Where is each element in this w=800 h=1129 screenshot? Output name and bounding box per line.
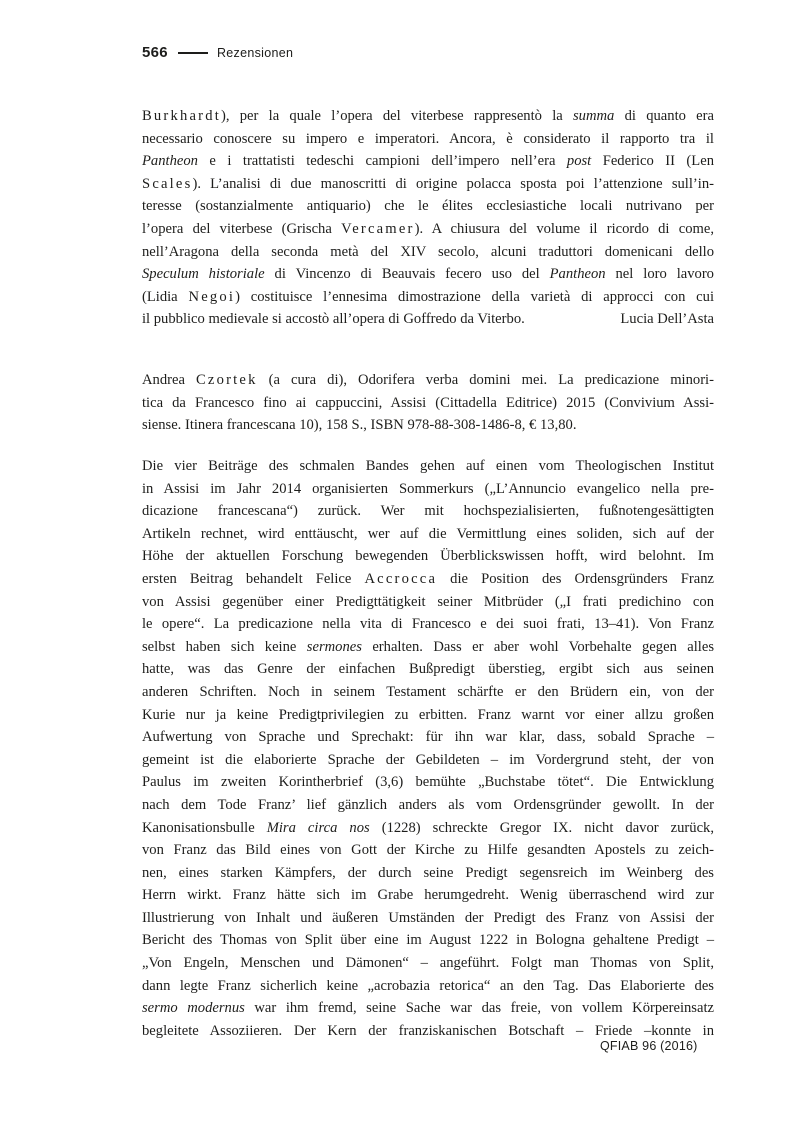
text-run: le opere“. La predicazione nella vita di Francesco e dei suoi frati, 13–41). Von Franz xyxy=(142,616,714,633)
text-run: Kanonisationsbulle xyxy=(142,819,267,836)
text-run: von Assisi gegenüber einer Predigttätigkeit seiner Mitbrüder („I frati predichino con xyxy=(142,593,714,610)
text-run: ) costituisce l’ennesima dimostrazione della varietà di approcci con cui xyxy=(235,288,714,305)
text-run: ), per la quale l’opera del viterbese rappresentò la xyxy=(220,108,573,124)
text-run: Höhe der aktuellen Forschung bewegenden Überblickswissen hofft, wird belohnt. Im xyxy=(142,548,714,565)
text-line xyxy=(142,308,714,331)
text-run: Aufwertung von Sprache und Sprechakt: für ihn war klar, dass, sobald Sprache – xyxy=(142,729,714,746)
text-line xyxy=(142,794,714,817)
italic-text: Mira circa nos xyxy=(266,819,370,836)
text-line xyxy=(142,726,714,749)
text-line xyxy=(142,862,714,885)
page-number: 566 xyxy=(142,44,168,61)
text-line xyxy=(142,128,714,151)
text-line xyxy=(142,929,714,952)
text-run: dicazione francescana“) zurück. Wer mit hochspezialisierten, fußnotengesättigten xyxy=(142,503,714,520)
text-run: il pubblico medievale si accostò all’opera di Goffredo da Viterbo. xyxy=(142,311,525,328)
italic-text: post xyxy=(566,153,592,170)
text-run: dann legte Franz sicherlich keine „acrobazia retorica“ an den Tag. Das Elaborierte des xyxy=(142,977,714,994)
italic-text: sermones xyxy=(306,638,362,655)
text-line xyxy=(142,884,714,907)
text-run: di Vincenzo di Beauvais fecero uso del xyxy=(264,266,550,283)
text-line xyxy=(142,392,714,415)
author-name: Accrocca xyxy=(364,570,438,587)
text-line xyxy=(142,369,714,392)
text-run: siense. Itinera francescana 10), 158 S., ISBN 978-88-308-1486-8, € 13,80. xyxy=(142,417,577,434)
text-line xyxy=(142,173,714,196)
text-line xyxy=(142,591,714,614)
running-header xyxy=(142,44,293,61)
text-run: von Franz das Bild eines von Gott der Kirche zu Hilfe gesandten Apostels zu zeich- xyxy=(142,842,714,859)
text-run: e i trattatisti tedeschi campioni dell’impero nell’era xyxy=(197,153,567,170)
text-run: in Assisi im Jahr 2014 organisierten Sommerkurs („L’Annuncio evangelico nella pre- xyxy=(142,480,714,497)
text-run: „Von Engeln, Menschen und Dämonen“ – angeführt. Folgt man Thomas von Split, xyxy=(142,955,714,972)
text-run: (a cura di), Odorifera verba domini mei. La predicazione minori- xyxy=(257,372,714,388)
text-run: Bericht des Thomas von Split über eine im August 1222 in Bologna gehaltene Predigt – xyxy=(142,932,714,949)
text-run: begleitete Assoziieren. Der Kern der franziskanischen Botschaft – Friede –konnte in xyxy=(142,1022,714,1039)
text-run: Herrn wirkt. Franz hätte sich im Grabe herumgedreht. Wenig überraschend wird zur xyxy=(142,887,714,904)
author-name: Czortek xyxy=(195,372,258,388)
text-line xyxy=(142,839,714,862)
italic-text: summa xyxy=(572,108,615,124)
text-line xyxy=(142,952,714,975)
author-name: Scales xyxy=(142,175,193,192)
header-rule xyxy=(178,52,208,54)
text-line xyxy=(142,681,714,704)
text-line xyxy=(142,150,714,173)
text-line xyxy=(142,241,714,264)
text-run: tica da Francesco fino ai cappuccini, Assisi (Cittadella Editrice) 2015 (Convivium Assi- xyxy=(142,394,714,411)
author-name: Burkhardt xyxy=(142,108,221,124)
text-line xyxy=(142,613,714,636)
text-run: ). L’analisi di due manoscritti di origine polacca sposta poi l’attenzione sull’in- xyxy=(192,175,714,192)
reviewer-signature: Lucia Dell’Asta xyxy=(620,311,714,328)
text-run: Artikeln rechnet, wird enttäuscht, wer auf die Vermittlung eines soliden, sich auf der xyxy=(142,525,714,542)
text-run: Die vier Beiträge des schmalen Bandes gehen auf einen vom Theologischen Institut xyxy=(142,458,714,474)
text-run: Federico II (Len xyxy=(591,153,714,170)
text-run: Paulus im zweiten Korintherbrief (3,6) bemühte „Buchstabe tötet“. Die Entwicklung xyxy=(142,774,714,791)
text-run: die Position des Ordensgründers Franz xyxy=(437,570,714,587)
author-name: Negoi xyxy=(188,288,236,305)
text-line xyxy=(142,195,714,218)
text-line xyxy=(142,817,714,840)
journal-footer: QFIAB 96 (2016) xyxy=(600,1039,698,1053)
text-run: Kurie nur ja keine Predigtprivilegien zu erbitten. Franz warnt vor einer allzu großen xyxy=(142,706,714,723)
text-run: nen, eines starken Kämpfers, der durch seine Predigt segensreich im Weinberg des xyxy=(142,864,714,881)
text-run: erhalten. Dass er aber wohl Vorbehalte gegen alles xyxy=(361,638,714,655)
text-line xyxy=(142,105,714,128)
text-run: gemeint ist die elaborierte Sprache der Gebildeten – im Vordergrund steht, der von xyxy=(142,751,714,768)
text-run: (1228) schreckte Gregor IX. nicht davor zurück, xyxy=(369,819,715,836)
text-line xyxy=(142,523,714,546)
italic-text: Speculum historiale xyxy=(142,266,265,283)
text-line xyxy=(142,975,714,998)
text-line xyxy=(142,545,714,568)
text-run: anderen Schriften. Noch in seinem Testament schärfte er den Brüdern ein, von der xyxy=(142,683,714,700)
text-run: ). A chiusura del volume il ricordo di come, xyxy=(414,220,714,237)
text-run: nell’Aragona della seconda metà del XIV secolo, alcuni traduttori domenicani dello xyxy=(142,243,714,260)
text-run: Illustrierung von Inhalt und äußeren Umständen der Predigt des Franz von Assisi der xyxy=(142,909,714,926)
text-line xyxy=(142,771,714,794)
text-run: hatte, was das Genre der einfachen Bußpredigt überstieg, ergibt sich aus seinen xyxy=(142,661,714,678)
text-line xyxy=(142,455,714,478)
text-line xyxy=(142,636,714,659)
text-line xyxy=(142,286,714,309)
text-run: nach dem Tode Franz’ lief gänzlich anders als vom Ordensgründer gewollt. In der xyxy=(142,796,714,813)
italic-text: sermo modernus xyxy=(142,1000,245,1017)
text-run: di quanto era xyxy=(614,108,714,124)
text-run: ersten Beitrag behandelt Felice xyxy=(142,570,365,587)
text-run: (Lidia xyxy=(142,288,189,305)
text-run: teresse (sostanzialmente antiquario) che le élites ecclesiastiche locali nutrivano per xyxy=(142,198,714,215)
text-run: Andrea xyxy=(142,372,196,388)
review-2-citation xyxy=(142,369,714,437)
review-2-body xyxy=(142,455,714,1042)
text-run: nel loro lavoro xyxy=(605,266,714,283)
italic-text: Pantheon xyxy=(142,153,198,170)
text-line xyxy=(142,907,714,930)
text-line xyxy=(142,478,714,501)
section-title: Rezensionen xyxy=(216,45,294,60)
text-line xyxy=(142,704,714,727)
text-line xyxy=(142,749,714,772)
text-run: war ihm fremd, seine Sache war das freie, von vollem Körpereinsatz xyxy=(244,1000,714,1017)
author-name: Vercamer xyxy=(341,220,415,237)
text-line xyxy=(142,218,714,241)
text-line xyxy=(142,500,714,523)
text-line xyxy=(142,997,714,1020)
text-line xyxy=(142,414,714,437)
review-1-paragraph xyxy=(142,105,714,331)
text-run: l’opera del viterbese (Grischa xyxy=(142,220,342,237)
text-run: selbst haben sich keine xyxy=(142,638,307,655)
text-line xyxy=(142,658,714,681)
text-line xyxy=(142,263,714,286)
text-run: necessario conoscere su impero e imperatori. Ancora, è considerato il rapporto tra il xyxy=(142,130,714,147)
text-line xyxy=(142,568,714,591)
italic-text: Pantheon xyxy=(549,266,606,283)
